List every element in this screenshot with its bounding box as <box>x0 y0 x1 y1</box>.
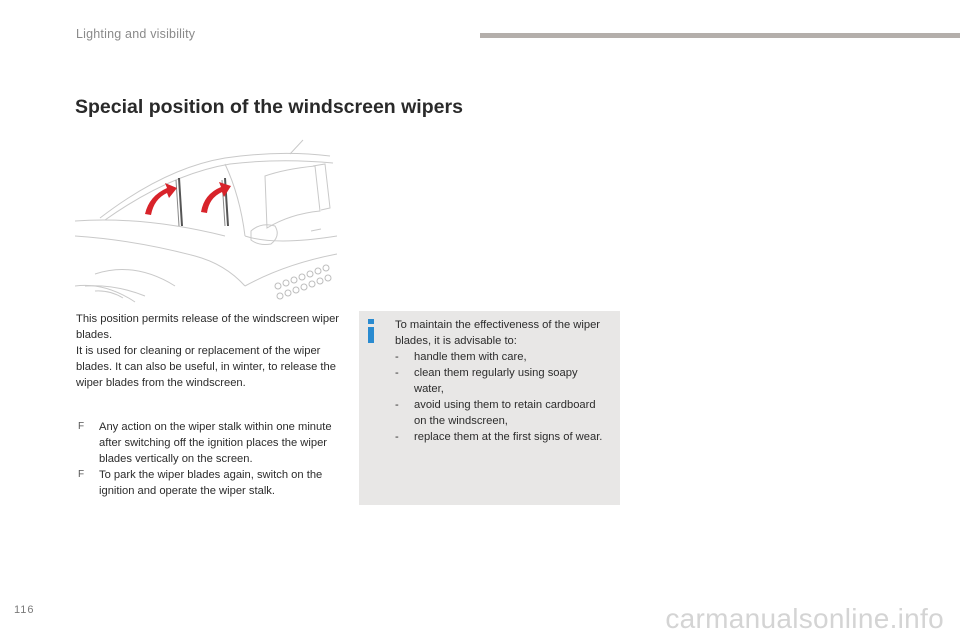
info-list-item: - clean them regularly using soapy water, <box>395 367 578 395</box>
instruction-item <box>76 467 346 499</box>
section-header: Lighting and visibility <box>76 27 196 41</box>
info-list-item: - replace them at the first signs of wear. <box>395 431 603 443</box>
info-list-item: - avoid using them to retain cardboard on the windscreen, <box>395 399 596 427</box>
intro-paragraph: It is used for cleaning or replacement of the wiper blades. It can also be useful, in winter, to release the wiper blades from the windscreen. <box>76 345 336 389</box>
instruction-text: Any action on the wiper stalk within one minute after switching off the ignition places the wiper blades vertically on the screen. <box>99 421 332 465</box>
instruction-item <box>76 419 346 467</box>
raise-arrow-left <box>145 183 177 215</box>
info-icon <box>368 319 374 343</box>
intro-text <box>76 311 346 391</box>
car-windscreen-wipers-illustration <box>75 136 337 304</box>
info-text <box>395 317 609 445</box>
car-illustration-svg <box>75 136 337 304</box>
info-box <box>359 311 620 505</box>
info-list-item: - handle them with care, <box>395 351 527 363</box>
bullet-marker-icon: F <box>78 421 85 432</box>
watermark: carmanualsonline.info <box>665 603 944 634</box>
info-intro: To maintain the effectiveness of the wiper blades, it is advisable to: <box>395 319 601 347</box>
intro-paragraph: This position permits release of the windscreen wiper blades. <box>76 313 340 341</box>
header-bar <box>480 33 960 38</box>
instruction-text: To park the wiper blades again, switch on the ignition and operate the wiper stalk. <box>99 469 323 497</box>
info-list <box>395 349 609 445</box>
page-number: 116 <box>14 604 35 616</box>
bullet-marker-icon: F <box>78 469 85 480</box>
instruction-list <box>76 419 346 499</box>
page-title: Special position of the windscreen wipers <box>75 96 463 118</box>
